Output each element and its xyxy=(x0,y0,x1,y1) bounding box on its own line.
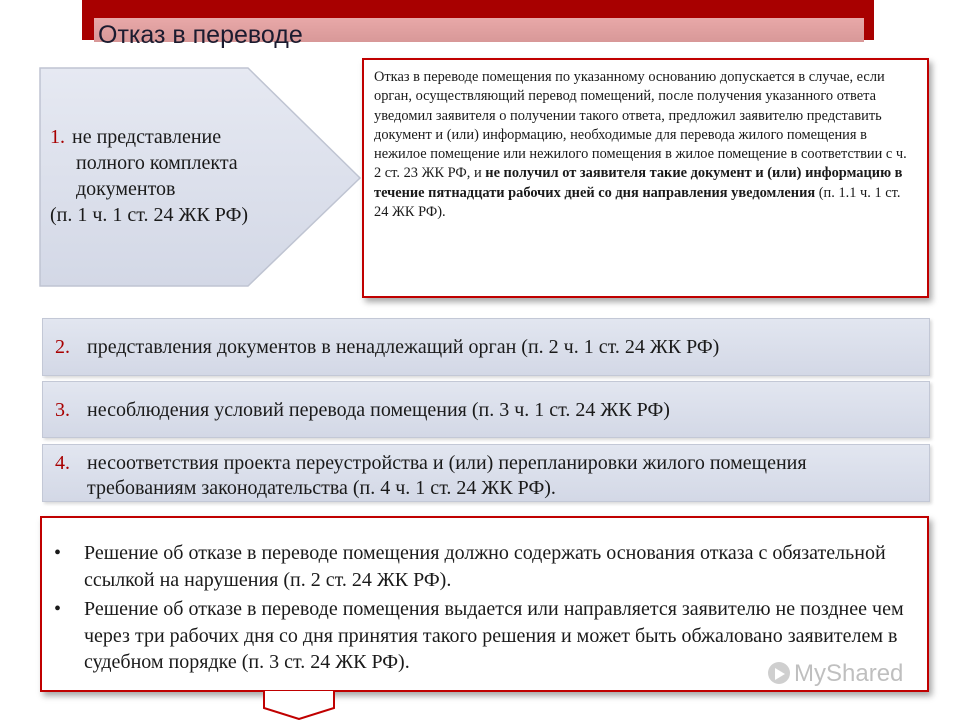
item-1-line2: полного комплекта xyxy=(76,152,238,174)
watermark-text: MyShared xyxy=(794,660,904,687)
watermark xyxy=(768,660,903,688)
list-item-3 xyxy=(42,381,930,438)
list-item-2 xyxy=(42,318,930,376)
note-box xyxy=(362,58,929,298)
arrow-text xyxy=(50,124,310,228)
bullet-2-symbol: • xyxy=(54,598,62,620)
item-1-line1: не представление xyxy=(72,126,222,148)
item-1-reference: (п. 1 ч. 1 ст. 24 ЖК РФ) xyxy=(50,204,249,226)
item-3-text: несоблюдения условий перевода помещения (п. 3 ч. 1 ст. 24 ЖК РФ) xyxy=(87,399,670,421)
list-item-4 xyxy=(42,444,930,502)
bottom-tab-shape xyxy=(262,690,336,720)
item-3-number: 3. xyxy=(55,399,70,421)
note-text-part2: (п. 1.1 ч. 1 ст. 24 ЖК РФ). xyxy=(374,184,901,221)
arrow-shape-item-1 xyxy=(38,66,364,290)
bullet-1-text: Решение об отказе в переводе помещения должно содержать основания отказа с обязательной ссылкой на нарушения (п. 2 ст. 24 ЖК РФ). xyxy=(84,542,886,591)
item-4-text: несоответствия проекта переустройства и (или) перепланировки жилого помещения требованиям законодательства (п. 4 ч. 1 ст. 24 ЖК РФ). xyxy=(87,452,807,499)
item-4-number: 4. xyxy=(55,452,70,474)
item-2-number: 2. xyxy=(55,336,70,358)
note-text-bold: не получил от заявителя такие документ и (или) информацию в течение пятнадцати рабочих дней со дня направления уведомления xyxy=(374,165,903,201)
item-1-number: 1. xyxy=(50,126,65,148)
play-icon xyxy=(768,662,790,684)
note-text-part1: Отказ в переводе помещения по указанному основанию допускается в случае, если орган, осуществляющий перевод помещений, после получения указанного ответа уведомил заявителя о получении такого ответа, предложил заявителю представить документ и (или) информацию, необходимые для перевода жилого помещения в нежилое помещение или нежилого помещения в жилое помещение в соответствии с ч. 2 ст. 23 ЖК РФ, и xyxy=(374,69,907,182)
page-title: Отказ в переводе xyxy=(98,21,303,49)
item-1-line3: документов xyxy=(76,178,176,200)
bullet-2-text: Решение об отказе в переводе помещения выдается или направляется заявителю не позднее чем через три рабочих дня со дня принятия такого решения и может быть обжаловано заявителем в судебном порядке (п. 3 ст. 24 ЖК РФ). xyxy=(84,598,904,673)
item-2-text: представления документов в ненадлежащий орган (п. 2 ч. 1 ст. 24 ЖК РФ) xyxy=(87,336,720,358)
bullet-1-symbol: • xyxy=(54,542,62,564)
bullet-item-1 xyxy=(54,540,913,593)
